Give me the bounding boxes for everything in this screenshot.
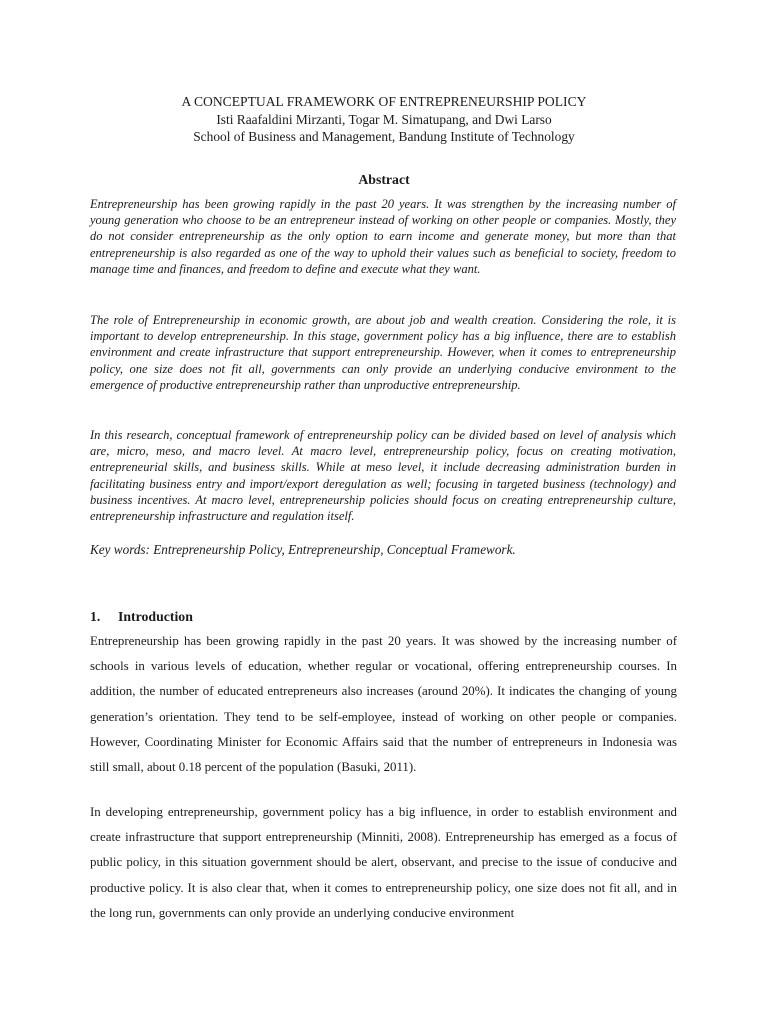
abstract-heading: Abstract: [358, 172, 410, 187]
section-heading-introduction: [90, 608, 193, 625]
body-paragraph: In developing entrepreneurship, government policy has a big influence, in order to establish environment and create infrastructure that support entrepreneurship (Minniti, 2008). Entrepreneurship has emerged as a focus of public policy, in this situation government should be alert, observant, and precise to the issue of conducive and productive policy. It is also clear that, when it comes to entrepreneurship policy, one size does not fit all, and in the long run, governments can only provide an underlying conducive environment: [90, 805, 677, 920]
section-number: 1.: [90, 609, 101, 624]
abstract-paragraph: The role of Entrepreneurship in economic growth, are about job and wealth creation. Considering the role, it is important to develop entrepreneurship. In this stage, government policy has a big influence, there are to establish environment and create infrastructure that support entrepreneurship. However, when it comes to entrepreneurship policy, one size does not fit all, governments can only provide an underlying conducive environment to the emergence of productive entrepreneurship rather than unproductive entrepreneurship.: [90, 313, 676, 392]
paper-title: A CONCEPTUAL FRAMEWORK OF ENTREPRENEURSHIP POLICY: [181, 94, 587, 109]
abstract-paragraph: In this research, conceptual framework of entrepreneurship policy can be divided based on level of analysis which are, micro, meso, and macro level. At macro level, entrepreneurship policy, focus on creating motivation, entrepreneurial skills, and business skills. While at meso level, it include decreasing administration burden in facilitating business entry and import/export deregulation as well; focusing in targeted business (technology) and business incentives. At macro level, entrepreneurship policies should focus on creating entrepreneurship culture, entrepreneurship infrastructure and regulation itself.: [90, 428, 676, 524]
section-title: Introduction: [118, 609, 193, 624]
abstract-paragraph: Entrepreneurship has been growing rapidly in the past 20 years. It was strengthen by the increasing number of young generation who choose to be an entrepreneur instead of working on other people or companies. Mostly, they do not consider entrepreneurship as the only option to earn income and generate money, but more than that entrepreneurship is also regarded as one of the way to uphold their values such as beneficial to society, freedom to manage time and finances, and freedom to define and execute what they want.: [90, 197, 676, 276]
affiliation: School of Business and Management, Bandung Institute of Technology: [193, 129, 575, 144]
body-paragraph: Entrepreneurship has been growing rapidly in the past 20 years. It was showed by the increasing number of schools in various levels of education, whether regular or vocational, offering entrepreneurship courses. In addition, the number of educated entrepreneurs also increases (around 20%). It indicates the changing of young generation’s orientation. They tend to be self-employee, instead of working on other people or companies. However, Coordinating Minister for Economic Affairs said that the number of entrepreneurs in Indonesia was still small, about 0.18 percent of the population (Basuki, 2011).: [90, 634, 677, 775]
keywords: Key words: Entrepreneurship Policy, Entrepreneurship, Conceptual Framework.: [90, 542, 516, 557]
author-list: Isti Raafaldini Mirzanti, Togar M. Simatupang, and Dwi Larso: [216, 112, 552, 127]
